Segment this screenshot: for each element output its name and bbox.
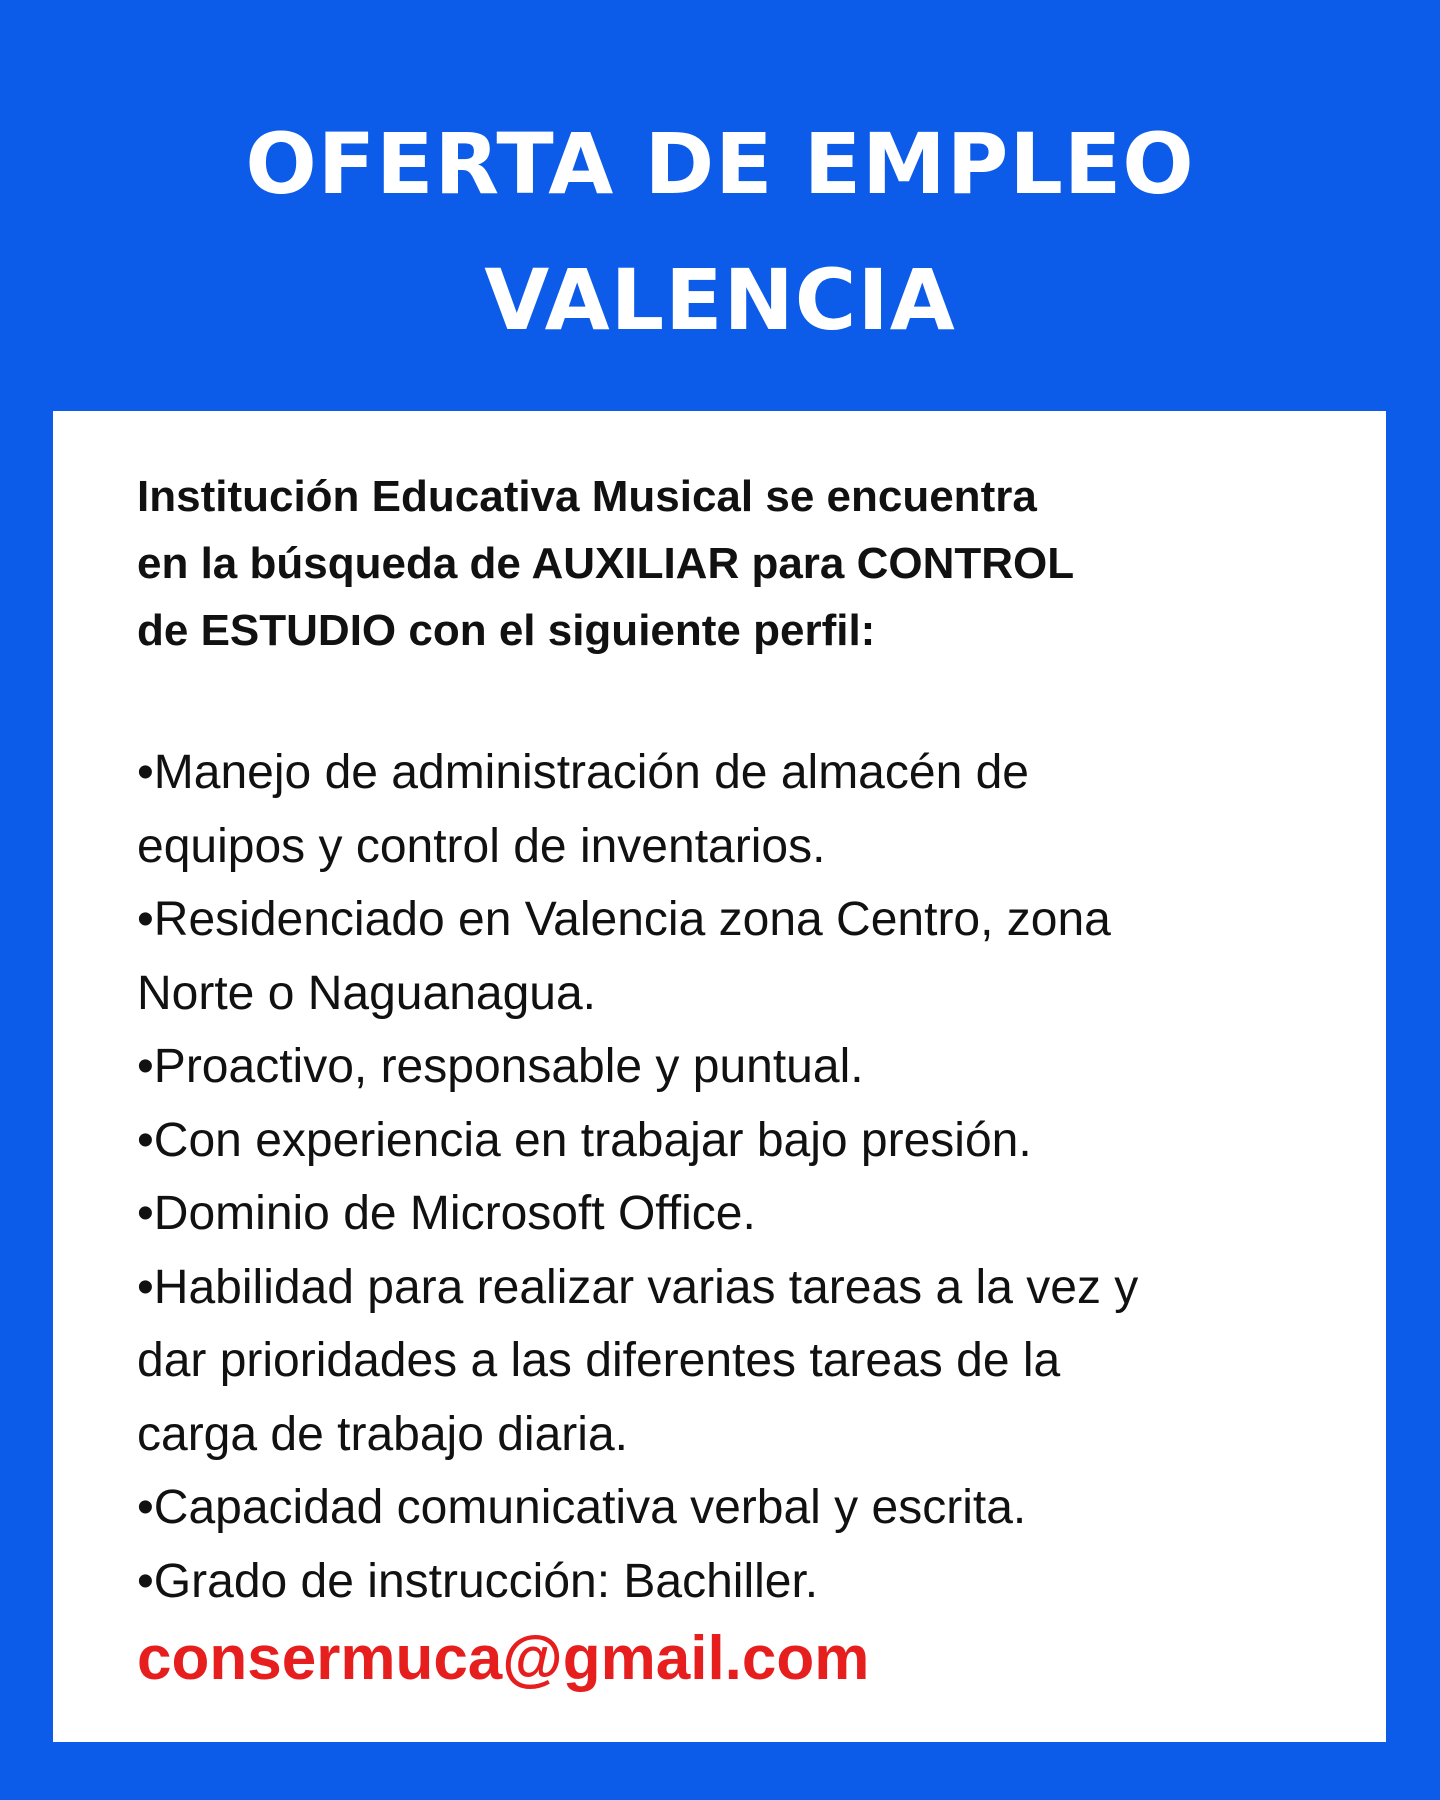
requirement-line: •Grado de instrucción: Bachiller. — [137, 1554, 819, 1608]
contact-email-link[interactable]: consermuca@gmail.com — [137, 1624, 870, 1693]
page-title — [0, 96, 1440, 368]
requirement-item-warehouse — [137, 736, 1367, 883]
job-description-card — [53, 411, 1386, 1742]
intro-line: Institución Educativa Musical se encuentra — [137, 472, 1037, 521]
requirement-line: •Con experiencia en trabajar bajo presión. — [137, 1113, 1032, 1167]
intro-line: de ESTUDIO con el siguiente perfil: — [137, 606, 876, 655]
requirement-line: •Manejo de administración de almacén de — [137, 746, 1029, 799]
intro-paragraph — [137, 463, 1337, 664]
title-line-offer: OFERTA DE EMPLEO — [245, 115, 1195, 213]
requirement-item-pressure — [137, 1104, 1367, 1178]
requirement-item-proactive — [137, 1030, 1367, 1104]
requirement-item-communication — [137, 1471, 1367, 1545]
requirement-item-education — [137, 1545, 1367, 1619]
requirement-line: •Residenciado en Valencia zona Centro, zona — [137, 893, 1111, 946]
requirement-line: •Dominio de Microsoft Office. — [137, 1187, 756, 1240]
requirement-line: Norte o Naguanagua. — [137, 966, 596, 1020]
requirement-line: •Proactivo, responsable y puntual. — [137, 1040, 864, 1093]
intro-line: en la búsqueda de AUXILIAR para CONTROL — [137, 539, 1075, 588]
requirement-line: carga de trabajo diaria. — [137, 1407, 628, 1461]
requirement-line: •Habilidad para realizar varias tareas a la vez y — [137, 1260, 1139, 1314]
requirement-item-residence — [137, 883, 1367, 1030]
requirement-line: equipos y control de inventarios. — [137, 819, 826, 873]
requirements-list — [137, 736, 1367, 1618]
requirement-line: dar prioridades a las diferentes tareas de la — [137, 1334, 1061, 1387]
requirement-line: •Capacidad comunicativa verbal y escrita. — [137, 1481, 1027, 1534]
title-line-city: VALENCIA — [484, 251, 956, 349]
requirement-item-office — [137, 1177, 1367, 1251]
requirement-item-multitasking — [137, 1251, 1367, 1472]
